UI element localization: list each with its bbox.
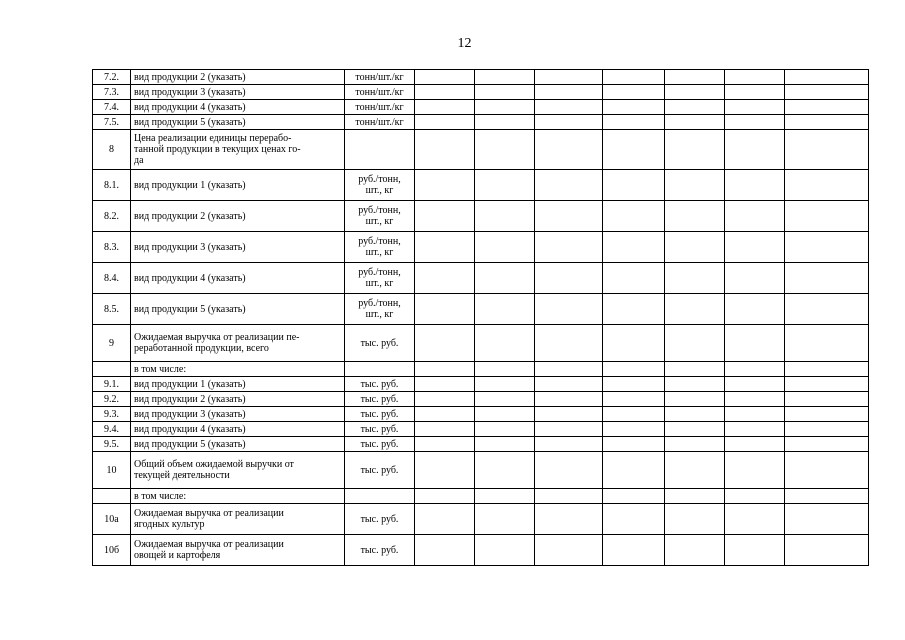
- indicator-name: Общий объем ожидаемой выручки от текущей деятельности: [131, 452, 345, 489]
- value-cell: [535, 130, 603, 170]
- indicator-name: вид продукции 2 (указать): [131, 201, 345, 232]
- indicator-name: Ожидаемая выручка от реализации пе- реработанной продукции, всего: [131, 325, 345, 362]
- unit-of-measure: тыс. руб.: [345, 437, 415, 452]
- value-cell: [665, 100, 725, 115]
- value-cell: [665, 130, 725, 170]
- value-cell: [535, 263, 603, 294]
- value-cell: [725, 70, 785, 85]
- row-number: [93, 362, 131, 377]
- value-cell: [725, 407, 785, 422]
- value-cell: [415, 294, 475, 325]
- indicator-name: Ожидаемая выручка от реализации ягодных культур: [131, 504, 345, 535]
- value-cell: [665, 422, 725, 437]
- value-cell: [415, 115, 475, 130]
- value-cell: [603, 377, 665, 392]
- value-cell: [475, 407, 535, 422]
- table-row: [93, 70, 869, 85]
- value-cell: [725, 85, 785, 100]
- value-cell: [415, 392, 475, 407]
- value-cell: [785, 201, 869, 232]
- row-number: 9.2.: [93, 392, 131, 407]
- indicator-name: вид продукции 4 (указать): [131, 100, 345, 115]
- value-cell: [415, 437, 475, 452]
- indicator-name: вид продукции 3 (указать): [131, 232, 345, 263]
- indicator-name: вид продукции 5 (указать): [131, 115, 345, 130]
- value-cell: [603, 392, 665, 407]
- table-row: [93, 535, 869, 566]
- value-cell: [665, 325, 725, 362]
- value-cell: [785, 437, 869, 452]
- indicator-name: вид продукции 4 (указать): [131, 263, 345, 294]
- indicator-name: вид продукции 2 (указать): [131, 392, 345, 407]
- unit-of-measure: тыс. руб.: [345, 422, 415, 437]
- page-number: 12: [457, 36, 472, 51]
- value-cell: [603, 201, 665, 232]
- value-cell: [475, 70, 535, 85]
- row-number: 10: [93, 452, 131, 489]
- row-number: 8.4.: [93, 263, 131, 294]
- indicator-name: вид продукции 5 (указать): [131, 294, 345, 325]
- row-number: 8.2.: [93, 201, 131, 232]
- value-cell: [475, 437, 535, 452]
- unit-of-measure: тыс. руб.: [345, 452, 415, 489]
- value-cell: [725, 489, 785, 504]
- unit-of-measure: тыс. руб.: [345, 392, 415, 407]
- value-cell: [785, 294, 869, 325]
- value-cell: [665, 294, 725, 325]
- value-cell: [415, 362, 475, 377]
- value-cell: [785, 452, 869, 489]
- unit-of-measure: тыс. руб.: [345, 535, 415, 566]
- table-row: [93, 422, 869, 437]
- value-cell: [415, 422, 475, 437]
- value-cell: [603, 437, 665, 452]
- value-cell: [603, 362, 665, 377]
- indicator-name: вид продукции 5 (указать): [131, 437, 345, 452]
- row-number: 7.2.: [93, 70, 131, 85]
- table-row: [93, 201, 869, 232]
- value-cell: [785, 489, 869, 504]
- row-number: 7.4.: [93, 100, 131, 115]
- value-cell: [535, 325, 603, 362]
- value-cell: [785, 422, 869, 437]
- unit-of-measure: руб./тонн, шт., кг: [345, 201, 415, 232]
- unit-of-measure: руб./тонн, шт., кг: [345, 232, 415, 263]
- value-cell: [665, 70, 725, 85]
- table-row: [93, 504, 869, 535]
- value-cell: [725, 452, 785, 489]
- value-cell: [603, 115, 665, 130]
- value-cell: [535, 422, 603, 437]
- value-cell: [475, 325, 535, 362]
- indicator-name: Ожидаемая выручка от реализации овощей и картофеля: [131, 535, 345, 566]
- value-cell: [475, 294, 535, 325]
- unit-of-measure: руб./тонн, шт., кг: [345, 170, 415, 201]
- value-cell: [785, 407, 869, 422]
- value-cell: [535, 489, 603, 504]
- indicator-name: Цена реализации единицы перерабо- танной продукции в текущих ценах го- да: [131, 130, 345, 170]
- value-cell: [725, 325, 785, 362]
- table-body: [93, 70, 869, 566]
- table-row: [93, 263, 869, 294]
- value-cell: [665, 504, 725, 535]
- indicator-name: вид продукции 2 (указать): [131, 70, 345, 85]
- unit-of-measure: тыс. руб.: [345, 407, 415, 422]
- value-cell: [475, 263, 535, 294]
- value-cell: [475, 422, 535, 437]
- value-cell: [785, 170, 869, 201]
- value-cell: [535, 100, 603, 115]
- indicator-name: вид продукции 1 (указать): [131, 170, 345, 201]
- value-cell: [785, 535, 869, 566]
- unit-of-measure: тыс. руб.: [345, 504, 415, 535]
- table-row: [93, 362, 869, 377]
- value-cell: [665, 452, 725, 489]
- value-cell: [415, 489, 475, 504]
- unit-of-measure: тыс. руб.: [345, 377, 415, 392]
- table-row: [93, 170, 869, 201]
- value-cell: [785, 263, 869, 294]
- value-cell: [725, 201, 785, 232]
- value-cell: [665, 377, 725, 392]
- value-cell: [415, 170, 475, 201]
- value-cell: [475, 85, 535, 100]
- value-cell: [665, 392, 725, 407]
- value-cell: [725, 535, 785, 566]
- value-cell: [725, 170, 785, 201]
- value-cell: [665, 263, 725, 294]
- value-cell: [475, 100, 535, 115]
- value-cell: [725, 263, 785, 294]
- row-number: 8.1.: [93, 170, 131, 201]
- value-cell: [603, 504, 665, 535]
- value-cell: [725, 115, 785, 130]
- indicator-name: в том числе:: [131, 489, 345, 504]
- value-cell: [725, 504, 785, 535]
- value-cell: [475, 232, 535, 263]
- indicator-name: вид продукции 3 (указать): [131, 85, 345, 100]
- value-cell: [535, 452, 603, 489]
- unit-of-measure: тонн/шт./кг: [345, 70, 415, 85]
- value-cell: [665, 535, 725, 566]
- table-row: [93, 489, 869, 504]
- value-cell: [535, 85, 603, 100]
- value-cell: [785, 504, 869, 535]
- value-cell: [415, 535, 475, 566]
- value-cell: [415, 232, 475, 263]
- unit-of-measure: [345, 130, 415, 170]
- value-cell: [535, 201, 603, 232]
- value-cell: [535, 362, 603, 377]
- value-cell: [475, 452, 535, 489]
- table-row: [93, 100, 869, 115]
- value-cell: [603, 294, 665, 325]
- unit-of-measure: руб./тонн, шт., кг: [345, 263, 415, 294]
- value-cell: [603, 170, 665, 201]
- unit-of-measure: тыс. руб.: [345, 325, 415, 362]
- indicator-name: вид продукции 4 (указать): [131, 422, 345, 437]
- value-cell: [535, 377, 603, 392]
- table-row: [93, 232, 869, 263]
- value-cell: [475, 362, 535, 377]
- value-cell: [603, 422, 665, 437]
- value-cell: [415, 85, 475, 100]
- value-cell: [475, 130, 535, 170]
- value-cell: [785, 70, 869, 85]
- value-cell: [725, 392, 785, 407]
- value-cell: [603, 130, 665, 170]
- value-cell: [415, 263, 475, 294]
- row-number: 9.3.: [93, 407, 131, 422]
- value-cell: [535, 115, 603, 130]
- value-cell: [415, 377, 475, 392]
- table-row: [93, 130, 869, 170]
- row-number: 7.3.: [93, 85, 131, 100]
- value-cell: [785, 115, 869, 130]
- value-cell: [665, 201, 725, 232]
- value-cell: [475, 392, 535, 407]
- value-cell: [475, 504, 535, 535]
- value-cell: [415, 325, 475, 362]
- table-row: [93, 392, 869, 407]
- value-cell: [603, 407, 665, 422]
- row-number: [93, 489, 131, 504]
- unit-of-measure: руб./тонн, шт., кг: [345, 294, 415, 325]
- value-cell: [725, 437, 785, 452]
- row-number: 8: [93, 130, 131, 170]
- table-row: [93, 377, 869, 392]
- value-cell: [725, 362, 785, 377]
- value-cell: [785, 85, 869, 100]
- indicator-name: вид продукции 1 (указать): [131, 377, 345, 392]
- value-cell: [785, 130, 869, 170]
- unit-of-measure: тонн/шт./кг: [345, 115, 415, 130]
- value-cell: [665, 170, 725, 201]
- value-cell: [603, 535, 665, 566]
- indicator-name: в том числе:: [131, 362, 345, 377]
- unit-of-measure: [345, 489, 415, 504]
- value-cell: [415, 407, 475, 422]
- value-cell: [665, 437, 725, 452]
- value-cell: [535, 170, 603, 201]
- value-cell: [603, 452, 665, 489]
- row-number: 9.5.: [93, 437, 131, 452]
- value-cell: [603, 85, 665, 100]
- value-cell: [603, 263, 665, 294]
- value-cell: [475, 377, 535, 392]
- table-row: [93, 294, 869, 325]
- value-cell: [725, 422, 785, 437]
- value-cell: [603, 70, 665, 85]
- value-cell: [785, 232, 869, 263]
- indicator-name: вид продукции 3 (указать): [131, 407, 345, 422]
- row-number: 9.4.: [93, 422, 131, 437]
- row-number: 9.1.: [93, 377, 131, 392]
- value-cell: [535, 232, 603, 263]
- row-number: 10б: [93, 535, 131, 566]
- row-number: 8.5.: [93, 294, 131, 325]
- data-table: [92, 69, 869, 566]
- table-row: [93, 407, 869, 422]
- value-cell: [475, 535, 535, 566]
- value-cell: [415, 130, 475, 170]
- row-number: 8.3.: [93, 232, 131, 263]
- value-cell: [475, 201, 535, 232]
- row-number: 9: [93, 325, 131, 362]
- value-cell: [415, 70, 475, 85]
- row-number: 10а: [93, 504, 131, 535]
- value-cell: [725, 130, 785, 170]
- value-cell: [535, 437, 603, 452]
- value-cell: [535, 535, 603, 566]
- value-cell: [603, 489, 665, 504]
- unit-of-measure: тонн/шт./кг: [345, 85, 415, 100]
- value-cell: [665, 362, 725, 377]
- value-cell: [415, 452, 475, 489]
- value-cell: [603, 100, 665, 115]
- value-cell: [785, 362, 869, 377]
- value-cell: [603, 325, 665, 362]
- value-cell: [725, 100, 785, 115]
- value-cell: [725, 294, 785, 325]
- value-cell: [535, 70, 603, 85]
- value-cell: [475, 170, 535, 201]
- value-cell: [535, 392, 603, 407]
- value-cell: [785, 325, 869, 362]
- value-cell: [665, 489, 725, 504]
- value-cell: [665, 115, 725, 130]
- value-cell: [475, 115, 535, 130]
- value-cell: [535, 294, 603, 325]
- table-row: [93, 325, 869, 362]
- value-cell: [665, 85, 725, 100]
- value-cell: [415, 201, 475, 232]
- table-row: [93, 85, 869, 100]
- value-cell: [665, 407, 725, 422]
- value-cell: [415, 100, 475, 115]
- unit-of-measure: тонн/шт./кг: [345, 100, 415, 115]
- value-cell: [785, 392, 869, 407]
- value-cell: [725, 377, 785, 392]
- value-cell: [535, 407, 603, 422]
- value-cell: [603, 232, 665, 263]
- value-cell: [785, 377, 869, 392]
- value-cell: [475, 489, 535, 504]
- value-cell: [535, 504, 603, 535]
- unit-of-measure: [345, 362, 415, 377]
- table-row: [93, 115, 869, 130]
- table-row: [93, 437, 869, 452]
- value-cell: [415, 504, 475, 535]
- value-cell: [725, 232, 785, 263]
- row-number: 7.5.: [93, 115, 131, 130]
- value-cell: [665, 232, 725, 263]
- table-row: [93, 452, 869, 489]
- value-cell: [785, 100, 869, 115]
